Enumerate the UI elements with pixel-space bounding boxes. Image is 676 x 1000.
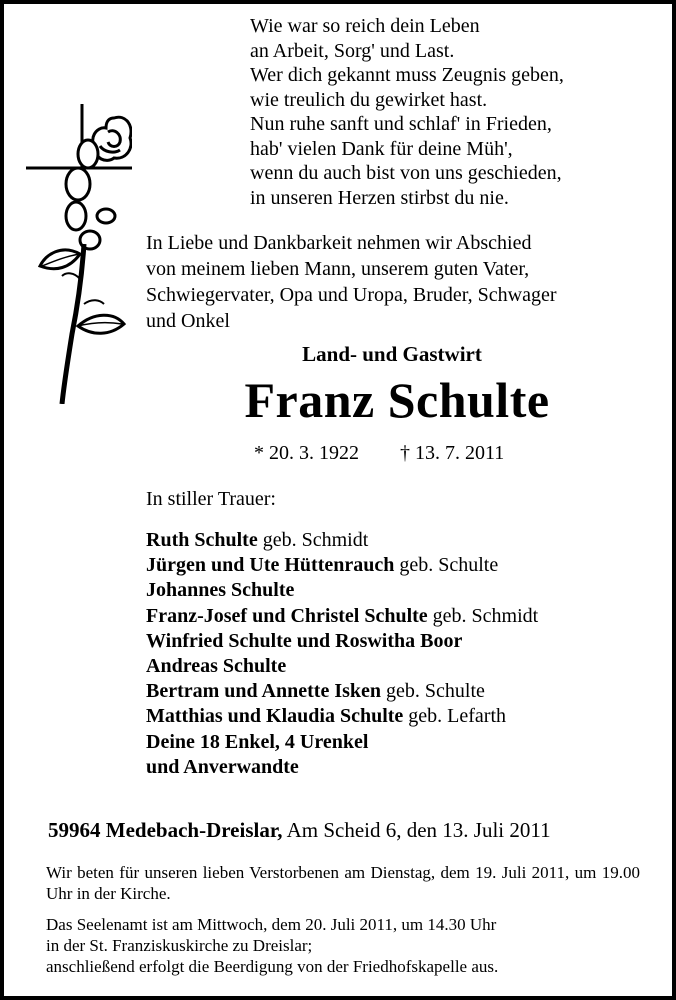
prayer-notice: Wir beten für unseren lieben Verstorbenen am Dienstag, dem 19. Juli 2011, um 19.00 Uhr in der Kirche. xyxy=(46,863,640,903)
intro-line: von meinem lieben Mann, unserem guten Vater, xyxy=(146,258,530,280)
mourner-entry xyxy=(146,730,538,755)
farewell-intro xyxy=(146,230,626,334)
poem-line: in unseren Herzen stirbst du nie. xyxy=(250,186,509,209)
funeral-notice xyxy=(46,914,640,977)
mourner-entry xyxy=(146,679,538,704)
intro-line: In Liebe und Dankbarkeit nehmen wir Abschied xyxy=(146,232,532,254)
address-place: 59964 Medebach-Dreislar, xyxy=(48,818,283,842)
poem-line: Nun ruhe sanft und schlaf' in Frieden, xyxy=(250,113,552,135)
mourner-entry xyxy=(146,528,538,553)
mourner-name: Ruth Schulte xyxy=(146,529,258,551)
funeral-line: anschließend erfolgt die Beerdigung von der Friedhofskapelle aus. xyxy=(46,957,499,976)
mourner-name: Winfried Schulte und Roswitha Boor xyxy=(146,629,463,652)
mourner-entry xyxy=(146,604,538,629)
poem-line: Wer dich gekannt muss Zeugnis geben, xyxy=(250,64,564,86)
mourner-note: geb. Schmidt xyxy=(432,604,539,627)
poem-line: wenn du auch bist von uns geschieden, xyxy=(250,162,562,184)
mourner-entry xyxy=(146,578,538,603)
mourner-name: und Anverwandte xyxy=(146,755,299,778)
mourner-name: Bertram und Annette Isken xyxy=(146,680,382,703)
mourner-note: geb. Schulte xyxy=(399,554,499,577)
poem-line: Wie war so reich dein Leben xyxy=(250,15,480,37)
mourner-name: Franz-Josef und Christel Schulte xyxy=(146,604,428,627)
mourners-list xyxy=(146,528,538,780)
funeral-line: Das Seelenamt ist am Mittwoch, dem 20. Juli 2011, um 14.30 Uhr xyxy=(46,915,497,934)
mourner-name: Andreas Schulte xyxy=(146,655,287,678)
mourner-entry xyxy=(146,553,538,578)
deceased-occupation: Land- und Gastwirt xyxy=(302,342,482,366)
mourner-name: Deine 18 Enkel, 4 Urenkel xyxy=(146,730,369,753)
poem-line: hab' vielen Dank für deine Müh', xyxy=(250,137,513,160)
mourner-entry xyxy=(146,654,538,679)
mourner-entry xyxy=(146,704,538,729)
intro-line: Schwiegervater, Opa und Uropa, Bruder, Schwager xyxy=(146,284,557,306)
mourner-entry xyxy=(146,629,538,654)
death-date: † 13. 7. 2011 xyxy=(400,442,505,464)
mourner-name: Matthias und Klaudia Schulte xyxy=(146,705,404,728)
deceased-name: Franz Schulte xyxy=(244,372,550,428)
funeral-line: in der St. Franziskuskirche zu Dreislar; xyxy=(46,936,313,955)
mourning-label: In stiller Trauer: xyxy=(146,488,276,510)
life-dates xyxy=(254,442,504,465)
intro-line: und Onkel xyxy=(146,310,230,332)
birth-date: * 20. 3. 1922 xyxy=(254,442,359,464)
poem-line: wie treulich du gewirket hast. xyxy=(250,88,488,111)
family-address xyxy=(48,818,551,843)
mourner-name: Johannes Schulte xyxy=(146,579,295,602)
mourner-note: geb. Lefarth xyxy=(408,705,507,728)
mourner-entry xyxy=(146,755,538,780)
memorial-poem xyxy=(250,14,564,210)
poem-line: an Arbeit, Sorg' und Last. xyxy=(250,39,455,62)
mourner-note: geb. Schmidt xyxy=(262,529,369,551)
mourner-note: geb. Schulte xyxy=(386,680,485,703)
address-rest: Am Scheid 6, den 13. Juli 2011 xyxy=(286,818,551,842)
mourner-name: Jürgen und Ute Hüttenrauch xyxy=(146,554,395,577)
